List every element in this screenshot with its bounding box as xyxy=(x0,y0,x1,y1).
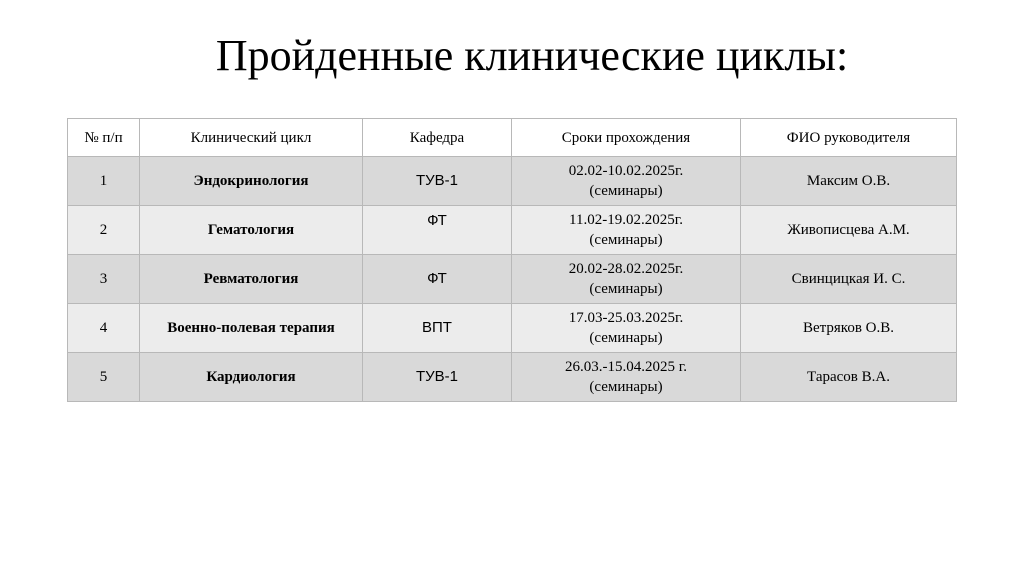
row-dates xyxy=(512,157,741,206)
row-dates-range: 11.02-19.02.2025г. xyxy=(569,212,683,228)
header-supervisor: ФИО руководителя xyxy=(741,119,957,157)
row-dates xyxy=(512,255,741,304)
row-cycle: Эндокринология xyxy=(140,157,363,206)
row-dates-range: 26.03.-15.04.2025 г. xyxy=(565,359,687,375)
row-department: ТУВ-1 xyxy=(363,353,512,402)
row-number: 3 xyxy=(68,255,140,304)
row-dates-note: (семинары) xyxy=(589,232,663,248)
row-dates-note: (семинары) xyxy=(589,183,663,199)
page-title: Пройденные клинические циклы: xyxy=(215,31,849,80)
row-supervisor: Живописцева А.М. xyxy=(741,206,957,255)
row-cycle: Военно-полевая терапия xyxy=(140,304,363,353)
header-number: № п/п xyxy=(68,119,140,157)
table-header-row xyxy=(68,119,957,157)
table-row xyxy=(68,255,957,304)
row-cycle: Кардиология xyxy=(140,353,363,402)
row-dates-note: (семинары) xyxy=(589,379,663,395)
header-dates: Сроки прохождения xyxy=(512,119,741,157)
table-row xyxy=(68,304,957,353)
table-row xyxy=(68,157,957,206)
row-cycle: Гематология xyxy=(140,206,363,255)
table-row xyxy=(68,206,957,255)
clinical-cycles-table xyxy=(67,118,957,402)
row-number: 2 xyxy=(68,206,140,255)
row-dates-range: 20.02-28.02.2025г. xyxy=(568,261,684,277)
row-dates xyxy=(512,206,741,255)
row-supervisor: Свинцицкая И. С. xyxy=(741,255,957,304)
row-dates-note: (семинары) xyxy=(589,281,663,297)
header-department: Кафедра xyxy=(363,119,512,157)
row-number: 5 xyxy=(68,353,140,402)
row-supervisor: Максим О.В. xyxy=(741,157,957,206)
row-department: ФТ xyxy=(363,206,512,255)
row-dates-range: 02.02-10.02.2025г. xyxy=(568,163,684,179)
header-cycle: Клинический цикл xyxy=(140,119,363,157)
row-cycle: Ревматология xyxy=(140,255,363,304)
row-supervisor: Тарасов В.А. xyxy=(741,353,957,402)
row-dates xyxy=(512,353,741,402)
row-number: 1 xyxy=(68,157,140,206)
row-number: 4 xyxy=(68,304,140,353)
row-department: ВПТ xyxy=(363,304,512,353)
row-dates-note: (семинары) xyxy=(589,330,663,346)
row-department: ФТ xyxy=(363,255,512,304)
row-dates xyxy=(512,304,741,353)
row-supervisor: Ветряков О.В. xyxy=(741,304,957,353)
row-department: ТУВ-1 xyxy=(363,157,512,206)
table-row xyxy=(68,353,957,402)
row-dates-range: 17.03-25.03.2025г. xyxy=(568,310,684,326)
